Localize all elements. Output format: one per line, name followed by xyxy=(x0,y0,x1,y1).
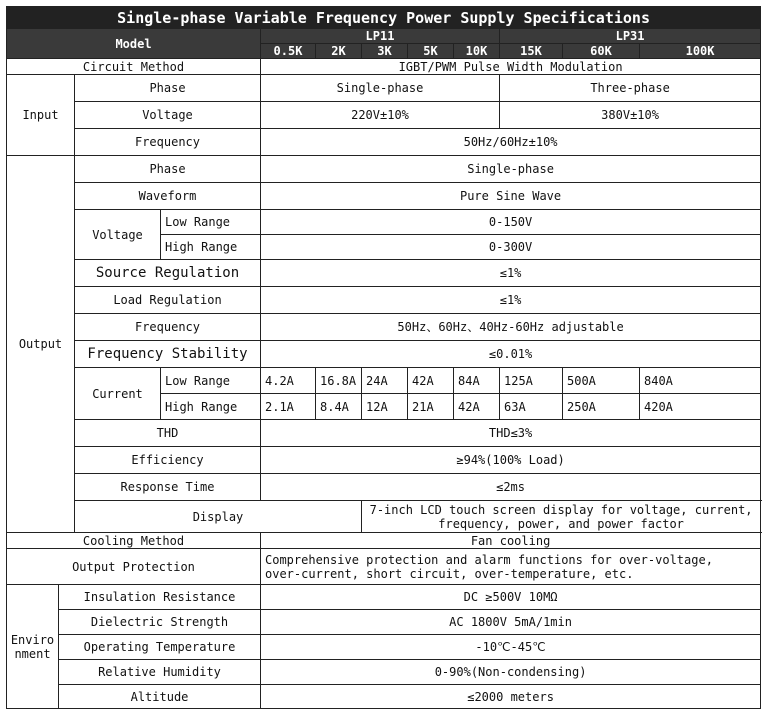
load-regulation-label: Load Regulation xyxy=(75,287,261,314)
current-high-10k: 42A xyxy=(454,394,500,420)
waveform-row xyxy=(7,183,761,210)
load-regulation-row xyxy=(7,287,761,314)
output-frequency-label: Frequency xyxy=(75,314,261,341)
current-low-5k: 42A xyxy=(408,368,454,394)
current-high-5k: 21A xyxy=(408,394,454,420)
thd-row xyxy=(7,420,761,447)
altitude-row xyxy=(7,685,761,709)
response-time-row xyxy=(7,474,761,501)
title-row xyxy=(7,7,761,29)
output-phase-row xyxy=(7,156,761,183)
efficiency-row xyxy=(7,447,761,474)
source-regulation-value: ≤1% xyxy=(261,260,761,287)
input-voltage-row xyxy=(7,102,761,129)
current-high-3k: 12A xyxy=(362,394,408,420)
environment-label: Environment xyxy=(7,585,59,709)
current-high-0-5k: 2.1A xyxy=(261,394,316,420)
temperature-value: -10℃-45℃ xyxy=(261,635,761,660)
protection-row xyxy=(7,549,761,585)
humidity-row xyxy=(7,660,761,685)
current-low-15k: 125A xyxy=(500,368,563,394)
table-title: Single-phase Variable Frequency Power Supply Specifications xyxy=(7,7,761,29)
lp11-header: LP11 xyxy=(261,29,500,44)
current-low-10k: 84A xyxy=(454,368,500,394)
input-frequency-label: Frequency xyxy=(75,129,261,156)
cooling-row xyxy=(7,533,761,549)
current-low-3k: 24A xyxy=(362,368,408,394)
model-header: Model xyxy=(7,29,261,59)
temperature-row xyxy=(7,635,761,660)
output-frequency-value: 50Hz、60Hz、40Hz-60Hz adjustable xyxy=(261,314,761,341)
current-high-60k: 250A xyxy=(563,394,640,420)
input-phase-lp11: Single-phase xyxy=(261,75,500,102)
model-100k: 100K xyxy=(640,44,761,59)
output-phase-value: Single-phase xyxy=(261,156,761,183)
humidity-label: Relative Humidity xyxy=(59,660,261,685)
thd-label: THD xyxy=(75,420,261,447)
altitude-label: Altitude xyxy=(59,685,261,709)
display-value: 7-inch LCD touch screen display for voltage, current, frequency, power, and power factor xyxy=(362,501,761,533)
input-phase-label: Phase xyxy=(75,75,261,102)
model-0-5k: 0.5K xyxy=(261,44,316,59)
input-voltage-lp11: 220V±10% xyxy=(261,102,500,129)
frequency-stability-row xyxy=(7,341,761,368)
current-low-2k: 16.8A xyxy=(316,368,362,394)
current-label: Current xyxy=(75,368,161,420)
output-voltage-label: Voltage xyxy=(75,210,161,260)
insulation-label: Insulation Resistance xyxy=(59,585,261,610)
current-high-label: High Range xyxy=(161,394,261,420)
output-frequency-row xyxy=(7,314,761,341)
insulation-value: DC ≥500V 10MΩ xyxy=(261,585,761,610)
current-low-0-5k: 4.2A xyxy=(261,368,316,394)
dielectric-value: AC 1800V 5mA/1min xyxy=(261,610,761,635)
humidity-value: 0-90%(Non-condensing) xyxy=(261,660,761,685)
protection-label: Output Protection xyxy=(7,549,261,585)
waveform-label: Waveform xyxy=(75,183,261,210)
temperature-label: Operating Temperature xyxy=(59,635,261,660)
current-low-label: Low Range xyxy=(161,368,261,394)
output-phase-label: Phase xyxy=(75,156,261,183)
current-high-2k: 8.4A xyxy=(316,394,362,420)
voltage-low-label: Low Range xyxy=(161,210,261,235)
protection-value: Comprehensive protection and alarm functions for over-voltage, over-current, short circuit, over-temperature, etc. xyxy=(261,549,761,585)
output-label: Output xyxy=(7,156,75,533)
model-10k: 10K xyxy=(454,44,500,59)
response-time-value: ≤2ms xyxy=(261,474,761,501)
model-2k: 2K xyxy=(316,44,362,59)
current-high-15k: 63A xyxy=(500,394,563,420)
frequency-stability-value: ≤0.01% xyxy=(261,341,761,368)
efficiency-label: Efficiency xyxy=(75,447,261,474)
insulation-row xyxy=(7,585,761,610)
input-frequency-row xyxy=(7,129,761,156)
current-low-100k: 840A xyxy=(640,368,761,394)
input-phase-row xyxy=(7,75,761,102)
current-low-60k: 500A xyxy=(563,368,640,394)
voltage-low-value: 0-150V xyxy=(261,210,761,235)
model-header-row xyxy=(7,29,761,44)
voltage-high-label: High Range xyxy=(161,235,261,260)
source-regulation-label: Source Regulation xyxy=(75,260,261,287)
cooling-value: Fan cooling xyxy=(261,533,761,549)
load-regulation-value: ≤1% xyxy=(261,287,761,314)
input-frequency-value: 50Hz/60Hz±10% xyxy=(261,129,761,156)
current-low-row xyxy=(7,368,761,394)
dielectric-row xyxy=(7,610,761,635)
model-5k: 5K xyxy=(408,44,454,59)
input-label: Input xyxy=(7,75,75,156)
input-voltage-lp31: 380V±10% xyxy=(500,102,761,129)
model-15k: 15K xyxy=(500,44,563,59)
model-60k: 60K xyxy=(563,44,640,59)
input-voltage-label: Voltage xyxy=(75,102,261,129)
display-label: Display xyxy=(75,501,362,533)
voltage-high-value: 0-300V xyxy=(261,235,761,260)
display-row xyxy=(7,501,761,533)
lp31-header: LP31 xyxy=(500,29,761,44)
spec-table xyxy=(6,6,761,709)
output-voltage-low-row xyxy=(7,210,761,235)
model-3k: 3K xyxy=(362,44,408,59)
thd-value: THD≤3% xyxy=(261,420,761,447)
cooling-label: Cooling Method xyxy=(7,533,261,549)
response-time-label: Response Time xyxy=(75,474,261,501)
waveform-value: Pure Sine Wave xyxy=(261,183,761,210)
circuit-label: Circuit Method xyxy=(7,59,261,75)
altitude-value: ≤2000 meters xyxy=(261,685,761,709)
dielectric-label: Dielectric Strength xyxy=(59,610,261,635)
efficiency-value: ≥94%(100% Load) xyxy=(261,447,761,474)
source-regulation-row xyxy=(7,260,761,287)
current-high-100k: 420A xyxy=(640,394,761,420)
circuit-value: IGBT/PWM Pulse Width Modulation xyxy=(261,59,761,75)
circuit-row xyxy=(7,59,761,75)
input-phase-lp31: Three-phase xyxy=(500,75,761,102)
frequency-stability-label: Frequency Stability xyxy=(75,341,261,368)
